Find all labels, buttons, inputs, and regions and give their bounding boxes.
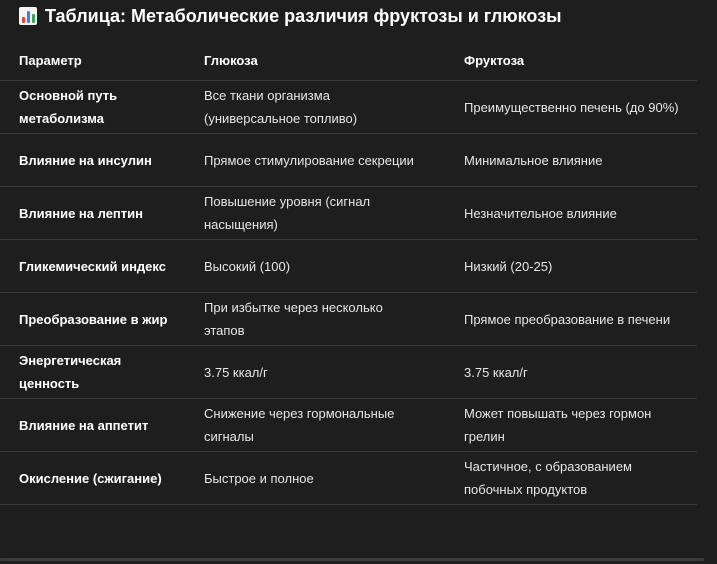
row-fructose-value: Незначительное влияние	[464, 187, 697, 240]
row-glucose-value: Прямое стимулирование секреции	[204, 134, 464, 187]
row-fructose-value: Преимущественно печень (до 90%)	[464, 81, 697, 134]
table-row	[0, 399, 697, 452]
row-fructose-value: 3.75 ккал/г	[464, 346, 697, 399]
row-glucose-value: Повышение уровня (сигнал насыщения)	[204, 187, 464, 240]
row-glucose-value: Все ткани организма (универсальное топливо)	[204, 81, 464, 134]
row-fructose-value: Минимальное влияние	[464, 134, 697, 187]
row-glucose-value: Высокий (100)	[204, 240, 464, 293]
row-parameter: Влияние на лептин	[0, 187, 204, 240]
table-row	[0, 293, 697, 346]
row-parameter: Основной путь метаболизма	[0, 81, 204, 134]
comparison-table	[0, 40, 697, 505]
header-glucose: Глюкоза	[204, 40, 464, 81]
table-row	[0, 452, 697, 505]
row-glucose-value: При избытке через несколько этапов	[204, 293, 464, 346]
table-row	[0, 240, 697, 293]
page-heading	[19, 4, 562, 28]
row-fructose-value: Прямое преобразование в печени	[464, 293, 697, 346]
header-fructose: Фруктоза	[464, 40, 697, 81]
table-row	[0, 187, 697, 240]
table-row	[0, 134, 697, 187]
row-parameter: Влияние на инсулин	[0, 134, 204, 187]
header-parameter: Параметр	[0, 40, 204, 81]
page-title: Таблица: Метаболические различия фруктозы и глюкозы	[45, 5, 562, 26]
row-fructose-value: Может повышать через гормон грелин	[464, 399, 697, 452]
horizontal-scrollbar[interactable]	[0, 555, 717, 564]
table-row	[0, 81, 697, 134]
row-fructose-value: Низкий (20-25)	[464, 240, 697, 293]
row-glucose-value: Снижение через гормональные сигналы	[204, 399, 464, 452]
row-parameter: Влияние на аппетит	[0, 399, 204, 452]
row-parameter: Энергетическая ценность	[0, 346, 204, 399]
bar-chart-icon	[19, 7, 37, 25]
table-header-row	[0, 40, 697, 81]
table-row	[0, 346, 697, 399]
row-fructose-value: Частичное, с образованием побочных продуктов	[464, 452, 697, 505]
scrollbar-thumb[interactable]	[0, 558, 704, 561]
row-glucose-value: 3.75 ккал/г	[204, 346, 464, 399]
row-parameter: Преобразование в жир	[0, 293, 204, 346]
row-parameter: Гликемический индекс	[0, 240, 204, 293]
row-glucose-value: Быстрое и полное	[204, 452, 464, 505]
row-parameter: Окисление (сжигание)	[0, 452, 204, 505]
